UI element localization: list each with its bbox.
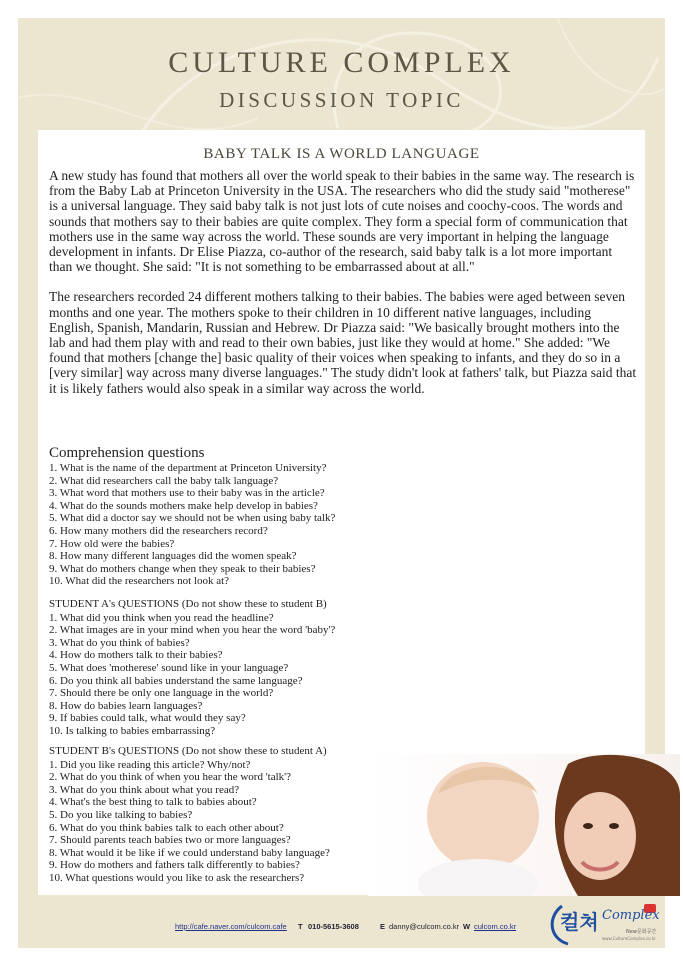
list-item: 6. How many mothers did the researchers record? — [49, 524, 268, 537]
list-item: 7. Should there be only one language in the world? — [49, 687, 274, 700]
student-b-section — [49, 745, 389, 885]
list-item: 1. What is the name of the department at Princeton University? — [49, 462, 327, 474]
tel-label: T — [298, 922, 303, 931]
page-title: CULTURE COMPLEX — [168, 46, 515, 79]
list-item: 2. What do you think of when you hear the word 'talk'? — [49, 771, 292, 784]
list-item: 9. What do mothers change when they speak to their babies? — [49, 562, 316, 575]
article-body — [49, 168, 637, 411]
list-item: 4. What's the best thing to talk to babies about? — [49, 796, 257, 809]
article-title: BABY TALK IS A WORLD LANGUAGE — [203, 146, 480, 162]
list-item: 1. Did you like reading this article? Why/not? — [49, 758, 251, 771]
tel-value: 010-5615-3608 — [308, 922, 359, 931]
list-item: 5. What did a doctor say we should not be when using baby talk? — [49, 512, 336, 525]
list-item: 8. How many different languages did the women speak? — [49, 550, 297, 563]
mother-baby-photo — [368, 754, 680, 896]
list-item: 5. What does 'motherese' sound like in your language? — [49, 661, 289, 674]
mother-face — [564, 792, 636, 880]
logo-url: www.CultureComplex.co.kr — [602, 936, 656, 941]
footer — [18, 918, 548, 938]
list-item: 3. What do you think about what you read? — [49, 783, 240, 796]
web-label: W — [463, 922, 471, 931]
comprehension-list — [49, 462, 389, 588]
list-item: 2. What images are in your mind when you hear the word 'baby'? — [49, 624, 336, 637]
logo-tagline: New문화공간 — [626, 929, 657, 935]
student-b-heading: STUDENT B's QUESTIONS (Do not show these to student A) — [49, 745, 327, 757]
logo-english: Complex — [602, 908, 660, 923]
list-item: 9. How do mothers and fathers talk differently to babies? — [49, 859, 300, 872]
list-item: 8. What would it be like if we could understand baby language? — [49, 846, 330, 859]
list-item: 2. What did researchers call the baby talk language? — [49, 474, 279, 487]
list-item: 10. What questions would you like to ask the researchers? — [49, 871, 305, 884]
list-item: 4. What do the sounds mothers make help develop in babies? — [49, 499, 318, 512]
culture-complex-logo — [548, 898, 660, 948]
list-item: 10. What did the researchers not look at? — [49, 575, 230, 588]
list-item: 8. How do babies learn languages? — [49, 699, 203, 712]
list-item: 7. Should parents teach babies two or more languages? — [49, 834, 291, 847]
list-item: 9. If babies could talk, what would they say? — [49, 712, 246, 725]
list-item: 1. What did you think when you read the headline? — [49, 611, 274, 624]
list-item: 5. Do you like talking to babies? — [49, 808, 193, 821]
email-value[interactable]: danny@culcom.co.kr — [389, 922, 460, 931]
list-item: 6. Do you think all babies understand the same language? — [49, 674, 303, 687]
student-a-heading: STUDENT A's QUESTIONS (Do not show these to student B) — [49, 598, 327, 610]
cafe-link[interactable]: http://cafe.naver.com/culcom.cafe — [175, 922, 287, 931]
article-paragraph: A new study has found that mothers all over the world speak to their babies in the same way. The research is from the Baby Lab at Princeton University in the USA. The researchers who did the study said "motherese" is a universal language. They said baby talk is not just lots of cute noises and coochy-coos. The words and sounds that mothers say to their babies are quite complex. They form a special form of communication that mothers use in the same way across the world. These sounds are very important in helping the language development in infants. Dr Elise Piazza, co-author of the research, said baby talk is a lot more important than we thought. She said: "It is not something to be embarrassed about at all." — [49, 168, 635, 275]
article-paragraph: The researchers recorded 24 different mothers talking to their babies. The babies were aged between seven months and one year. The mothers spoke to their children in 10 different native languages, including English, Spanish, Mandarin, Russian and Hebrew. Dr Piazza said: "We basically brought mothers into the lab and had them play with and read to their own babies, just like they would at home." She added: "We found that mothers [change the] basic quality of their voices when speaking to infants, and they do so in a [very similar] way across many diverse languages." The study didn't look at fathers' talk, but Piazza said that it is likely fathers would also speak in a similar way across the world. — [49, 289, 637, 396]
list-item: 6. What do you think babies talk to each other about? — [49, 821, 284, 834]
list-item: 3. What word that mothers use to their baby was in the article? — [49, 487, 325, 500]
list-item: 3. What do you think of babies? — [49, 636, 190, 649]
list-item: 4. How do mothers talk to their babies? — [49, 649, 223, 662]
list-item: 7. How old were the babies? — [49, 537, 175, 550]
page-subtitle: DISCUSSION TOPIC — [219, 88, 464, 112]
student-a-section — [49, 598, 389, 738]
list-item: 10. Is talking to babies embarrassing? — [49, 724, 216, 737]
comprehension-heading: Comprehension questions — [49, 445, 205, 461]
email-label: E — [380, 922, 386, 931]
logo-korean: 컬쳐 — [560, 910, 599, 934]
web-link[interactable]: culcom.co.kr — [474, 922, 517, 931]
